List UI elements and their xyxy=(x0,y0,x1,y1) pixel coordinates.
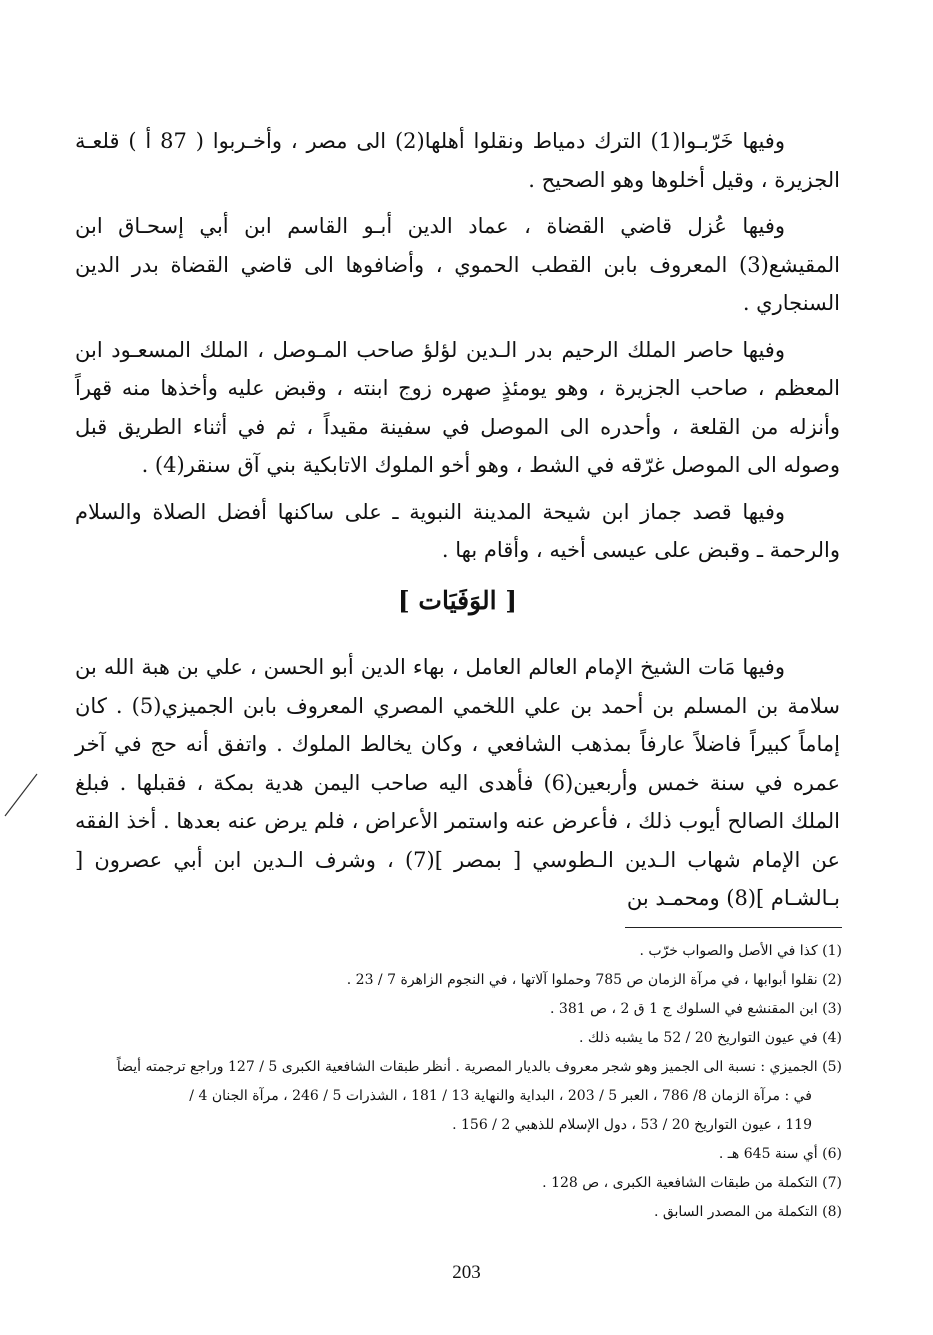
pen-mark xyxy=(2,770,40,820)
footnote-1: (1) كذا في الأصل والصواب خرّب . xyxy=(639,943,842,959)
footnote-4: (4) في عيون التواريخ 20 / 52 ما يشبه ذلك . xyxy=(578,1030,842,1046)
paragraph-4: وفيها قصد جماز ابن شيحة المدينة النبوية ـ على ساكنها أفضل الصلاة والسلام والرحمة ـ وقبض على عيسى أخيه ، وأقام بها . xyxy=(75,499,840,562)
paragraph-3: وفيها حاصر الملك الرحيم بدر الـدين لؤلؤ صاحب المـوصل ، الملك المسعـود ابن المعظم ، صاحب الجزيرة ، وهو يومئذٍ صهره زوج ابنته ، وقبض عليه وأخذها منه قهراً وأنزله من القلعة ، وأحدره الى الموصل في سفينة مقيداً ، ثم في أثناء الطريق قبل وصوله الى الموصل غرّقه في الشط ، وهو أخو الملوك الاتابكية بني آق سنقر(4) . xyxy=(75,337,840,477)
footnote-5: (5) الجميزي : نسبة الى الجميز وهو شجر معروف بالديار المصرية . أنظر طبقات الشافعية الكبرى 5 / 127 وراجع ترجمته أيضاً xyxy=(116,1059,842,1075)
footnote-3: (3) ابن المقنشع في السلوك ج 1 ق 2 ، ص 381 . xyxy=(550,1001,842,1017)
footnote-5-continued: في : مرآة الزمان 8/ 786 ، العبر 5 / 203 ، البداية والنهاية 13 / 181 ، الشذرات 5 / 246 ، مرآة الجنان 4 / xyxy=(189,1088,812,1104)
paragraph-1: وفيها خَرّبـوا(1) الترك دمياط ونقلوا أهلها(2) الى مصر ، وأخـربوا ( 87 أ ) قلعـة الجزيرة ، وقيل أخلوها وهو الصحيح . xyxy=(75,129,840,192)
footnote-5-continued-2: 119 ، عيون التواريخ 20 / 53 ، دول الإسلام للذهبي 2 / 156 . xyxy=(452,1117,812,1133)
footnote-separator xyxy=(625,927,842,928)
footnote-8: (8) التكملة من المصدر السابق . xyxy=(653,1204,842,1220)
footnote-7: (7) التكملة من طبقات الشافعية الكبرى ، ص 128 . xyxy=(542,1175,842,1191)
page-number: 203 xyxy=(452,1262,481,1283)
main-text xyxy=(75,122,840,918)
section-heading: [ الوَفَيَات ] xyxy=(397,585,518,615)
paragraph-5: وفيها مَات الشيخ الإمام العالم العامل ، بهاء الدين أبو الحسن ، علي بن هبة الله بن سلامة بن المسلم بن أحمد بن علي اللخمي المصري المعروف بابن الجميزي(5) . كان إماماً كبيراً فاضلاً عارفاً بمذهب الشافعي ، وكان يخالط الملوك . واتفق أنه حج في آخر عمره في سنة خمس وأربعين(6) فأهدى اليه صاحب اليمن هدية بمكة ، فقبلها . فبلغ الملك الصالح أيوب ذلك ، فأعرض عنه واستمر الأعراض ، فلم يرض عنه بعدها . أخذ الفقه عن الإمام شهاب الـدين الـطوسي [ بمصر ](7) ، وشرف الـدين ابن أبي عصرون [ بـالشـام ](8) ومحمـد بن xyxy=(75,655,840,910)
footnote-6: (6) أي سنة 645 هـ . xyxy=(718,1146,842,1162)
paragraph-2: وفيها عُزل قاضي القضاة ، عماد الدين أبـو القاسم ابن أبي إسحـاق ابن المقيشع(3) المعروف بابن القطب الحموي ، وأضافوها الى قاضي القضاة بدر الدين السنجاري . xyxy=(75,214,840,315)
footnote-2: (2) نقلوا أبوابها ، في مرآة الزمان ص 785 وحملوا آلاتها ، في النجوم الزاهرة 7 / 23 . xyxy=(346,972,842,988)
footnotes xyxy=(62,937,842,1227)
